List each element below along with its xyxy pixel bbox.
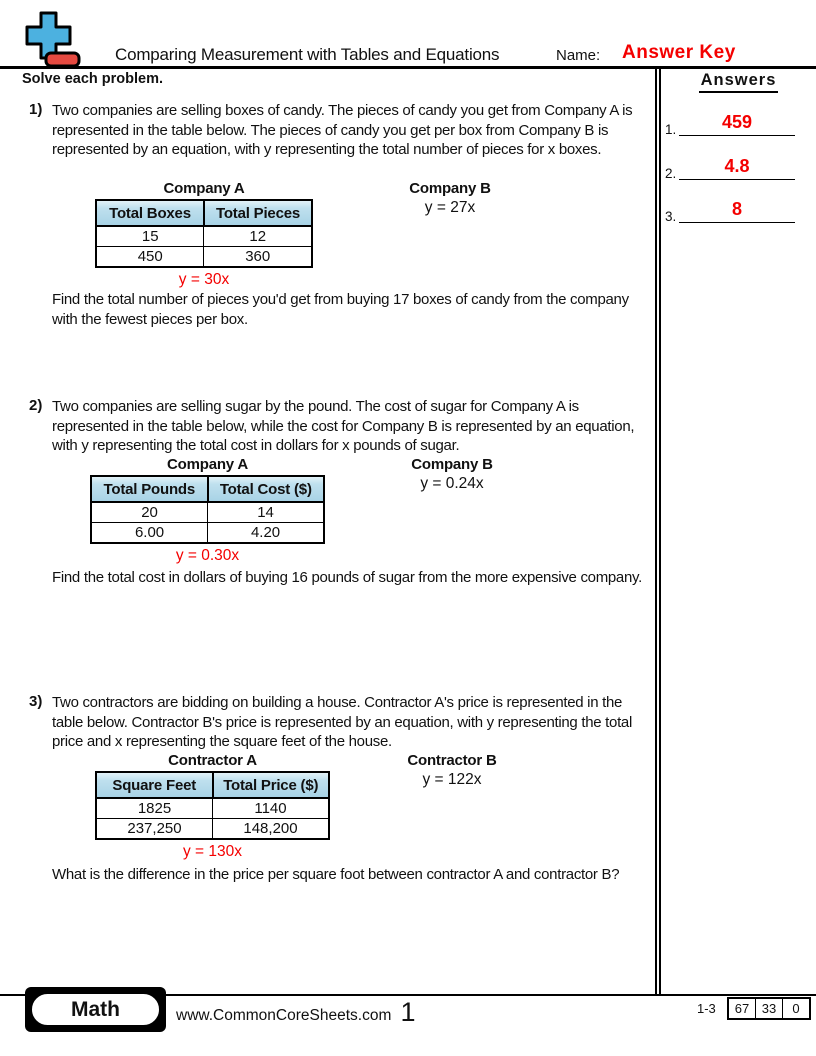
answer-number: 1. <box>665 122 677 137</box>
table-cell: 4.20 <box>208 523 324 544</box>
col-header: Square Feet <box>96 772 213 798</box>
equation: y = 122x <box>422 771 482 788</box>
problem-question: Find the total number of pieces you'd get from buying 17 boxes of candy from the company with the fewest pieces per box. <box>52 291 629 328</box>
company-a-table-block <box>95 180 313 289</box>
answer-value: 459 <box>679 111 795 136</box>
table-title: Contractor A <box>168 752 257 769</box>
problem-text: Two companies are selling sugar by the pound. The cost of sugar for Company A is represented in the table below, while the cost for Company B is represented by an equation, with y representing the total cost in dollars for x pounds of sugar. <box>52 398 635 454</box>
instructions: Solve each problem. <box>22 71 164 87</box>
problem-1 <box>23 101 645 328</box>
website-url: www.CommonCoreSheets.com <box>176 1007 392 1024</box>
data-table <box>95 771 330 840</box>
problem-question: What is the difference in the price per square foot between contractor A and contractor B? <box>52 866 620 883</box>
worksheet-title: Comparing Measurement with Tables and Equations <box>115 45 500 64</box>
name-label: Name: <box>556 47 601 64</box>
answer-item-1 <box>661 112 810 136</box>
table-title: Company A <box>163 180 245 197</box>
answer-key-label: Answer Key <box>622 42 736 63</box>
equation: y = 0.24x <box>420 475 484 492</box>
table-cell: 148,200 <box>213 819 330 840</box>
problem-3 <box>23 693 645 883</box>
data-table <box>95 199 313 268</box>
answers-heading: Answers <box>699 71 779 93</box>
table-answer-equation: y = 0.30x <box>175 547 240 564</box>
answer-value: 8 <box>679 198 795 223</box>
table-cell: 6.00 <box>91 523 208 544</box>
table-cell: 1140 <box>213 798 330 819</box>
company-b-block <box>365 180 535 217</box>
contractor-a-table-block <box>95 752 330 861</box>
answers-heading-wrap <box>661 68 816 93</box>
plus-minus-logo-svg <box>20 10 86 68</box>
problem-text: Two contractors are bidding on building a house. Contractor A's price is represented in the table below. Contractor B's price is represented by an equation, with y representing the total price and x representing the square feet of the house. <box>52 694 633 750</box>
problem-number: 2) <box>29 397 43 414</box>
answer-value: 4.8 <box>679 155 795 180</box>
answer-item-2 <box>661 156 810 180</box>
answer-number: 2. <box>665 166 677 181</box>
score-box: 67 <box>728 998 756 1019</box>
problem-2 <box>23 397 645 586</box>
col-header: Total Boxes <box>96 200 204 226</box>
equation-title: Company B <box>411 456 493 473</box>
contractor-b-block <box>367 752 537 789</box>
table-answer-equation: y = 130x <box>182 843 243 860</box>
col-header: Total Price ($) <box>213 772 330 798</box>
table-cell: 360 <box>204 247 312 268</box>
math-badge-label: Math <box>30 992 161 1027</box>
score-box: 0 <box>783 998 811 1019</box>
problem-number: 3) <box>29 693 43 710</box>
plus-minus-logo <box>20 10 86 68</box>
score-boxes <box>727 997 811 1020</box>
equation-title: Contractor B <box>407 752 497 769</box>
table-cell: 14 <box>208 502 324 523</box>
problem-range: 1-3 <box>697 1001 716 1016</box>
table-cell: 237,250 <box>96 819 213 840</box>
problem-number: 1) <box>29 101 43 118</box>
company-a-table-block <box>90 456 325 565</box>
table-title: Company A <box>167 456 248 473</box>
answer-number: 3. <box>665 209 677 224</box>
equation-title: Company B <box>409 180 491 197</box>
table-cell: 12 <box>204 226 312 247</box>
score-box: 33 <box>756 998 783 1019</box>
table-cell: 1825 <box>96 798 213 819</box>
col-header: Total Cost ($) <box>208 476 324 502</box>
data-table <box>90 475 325 544</box>
table-answer-equation: y = 30x <box>178 271 230 288</box>
table-cell: 15 <box>96 226 204 247</box>
answers-panel <box>655 68 816 994</box>
col-header: Total Pieces <box>204 200 312 226</box>
col-header: Total Pounds <box>91 476 208 502</box>
table-cell: 450 <box>96 247 204 268</box>
answer-item-3 <box>661 199 810 223</box>
page-number: 1 <box>400 997 416 1027</box>
equation: y = 27x <box>424 199 476 216</box>
table-cell: 20 <box>91 502 208 523</box>
company-b-block <box>367 456 537 493</box>
problem-text: Two companies are selling boxes of candy. The pieces of candy you get from Company A is represented in the table below. The pieces of candy you get per box from Company B is represented by an equation, with y representing the total number of pieces for x boxes. <box>52 102 633 158</box>
problem-question: Find the total cost in dollars of buying 16 pounds of sugar from the more expensive company. <box>52 569 642 586</box>
